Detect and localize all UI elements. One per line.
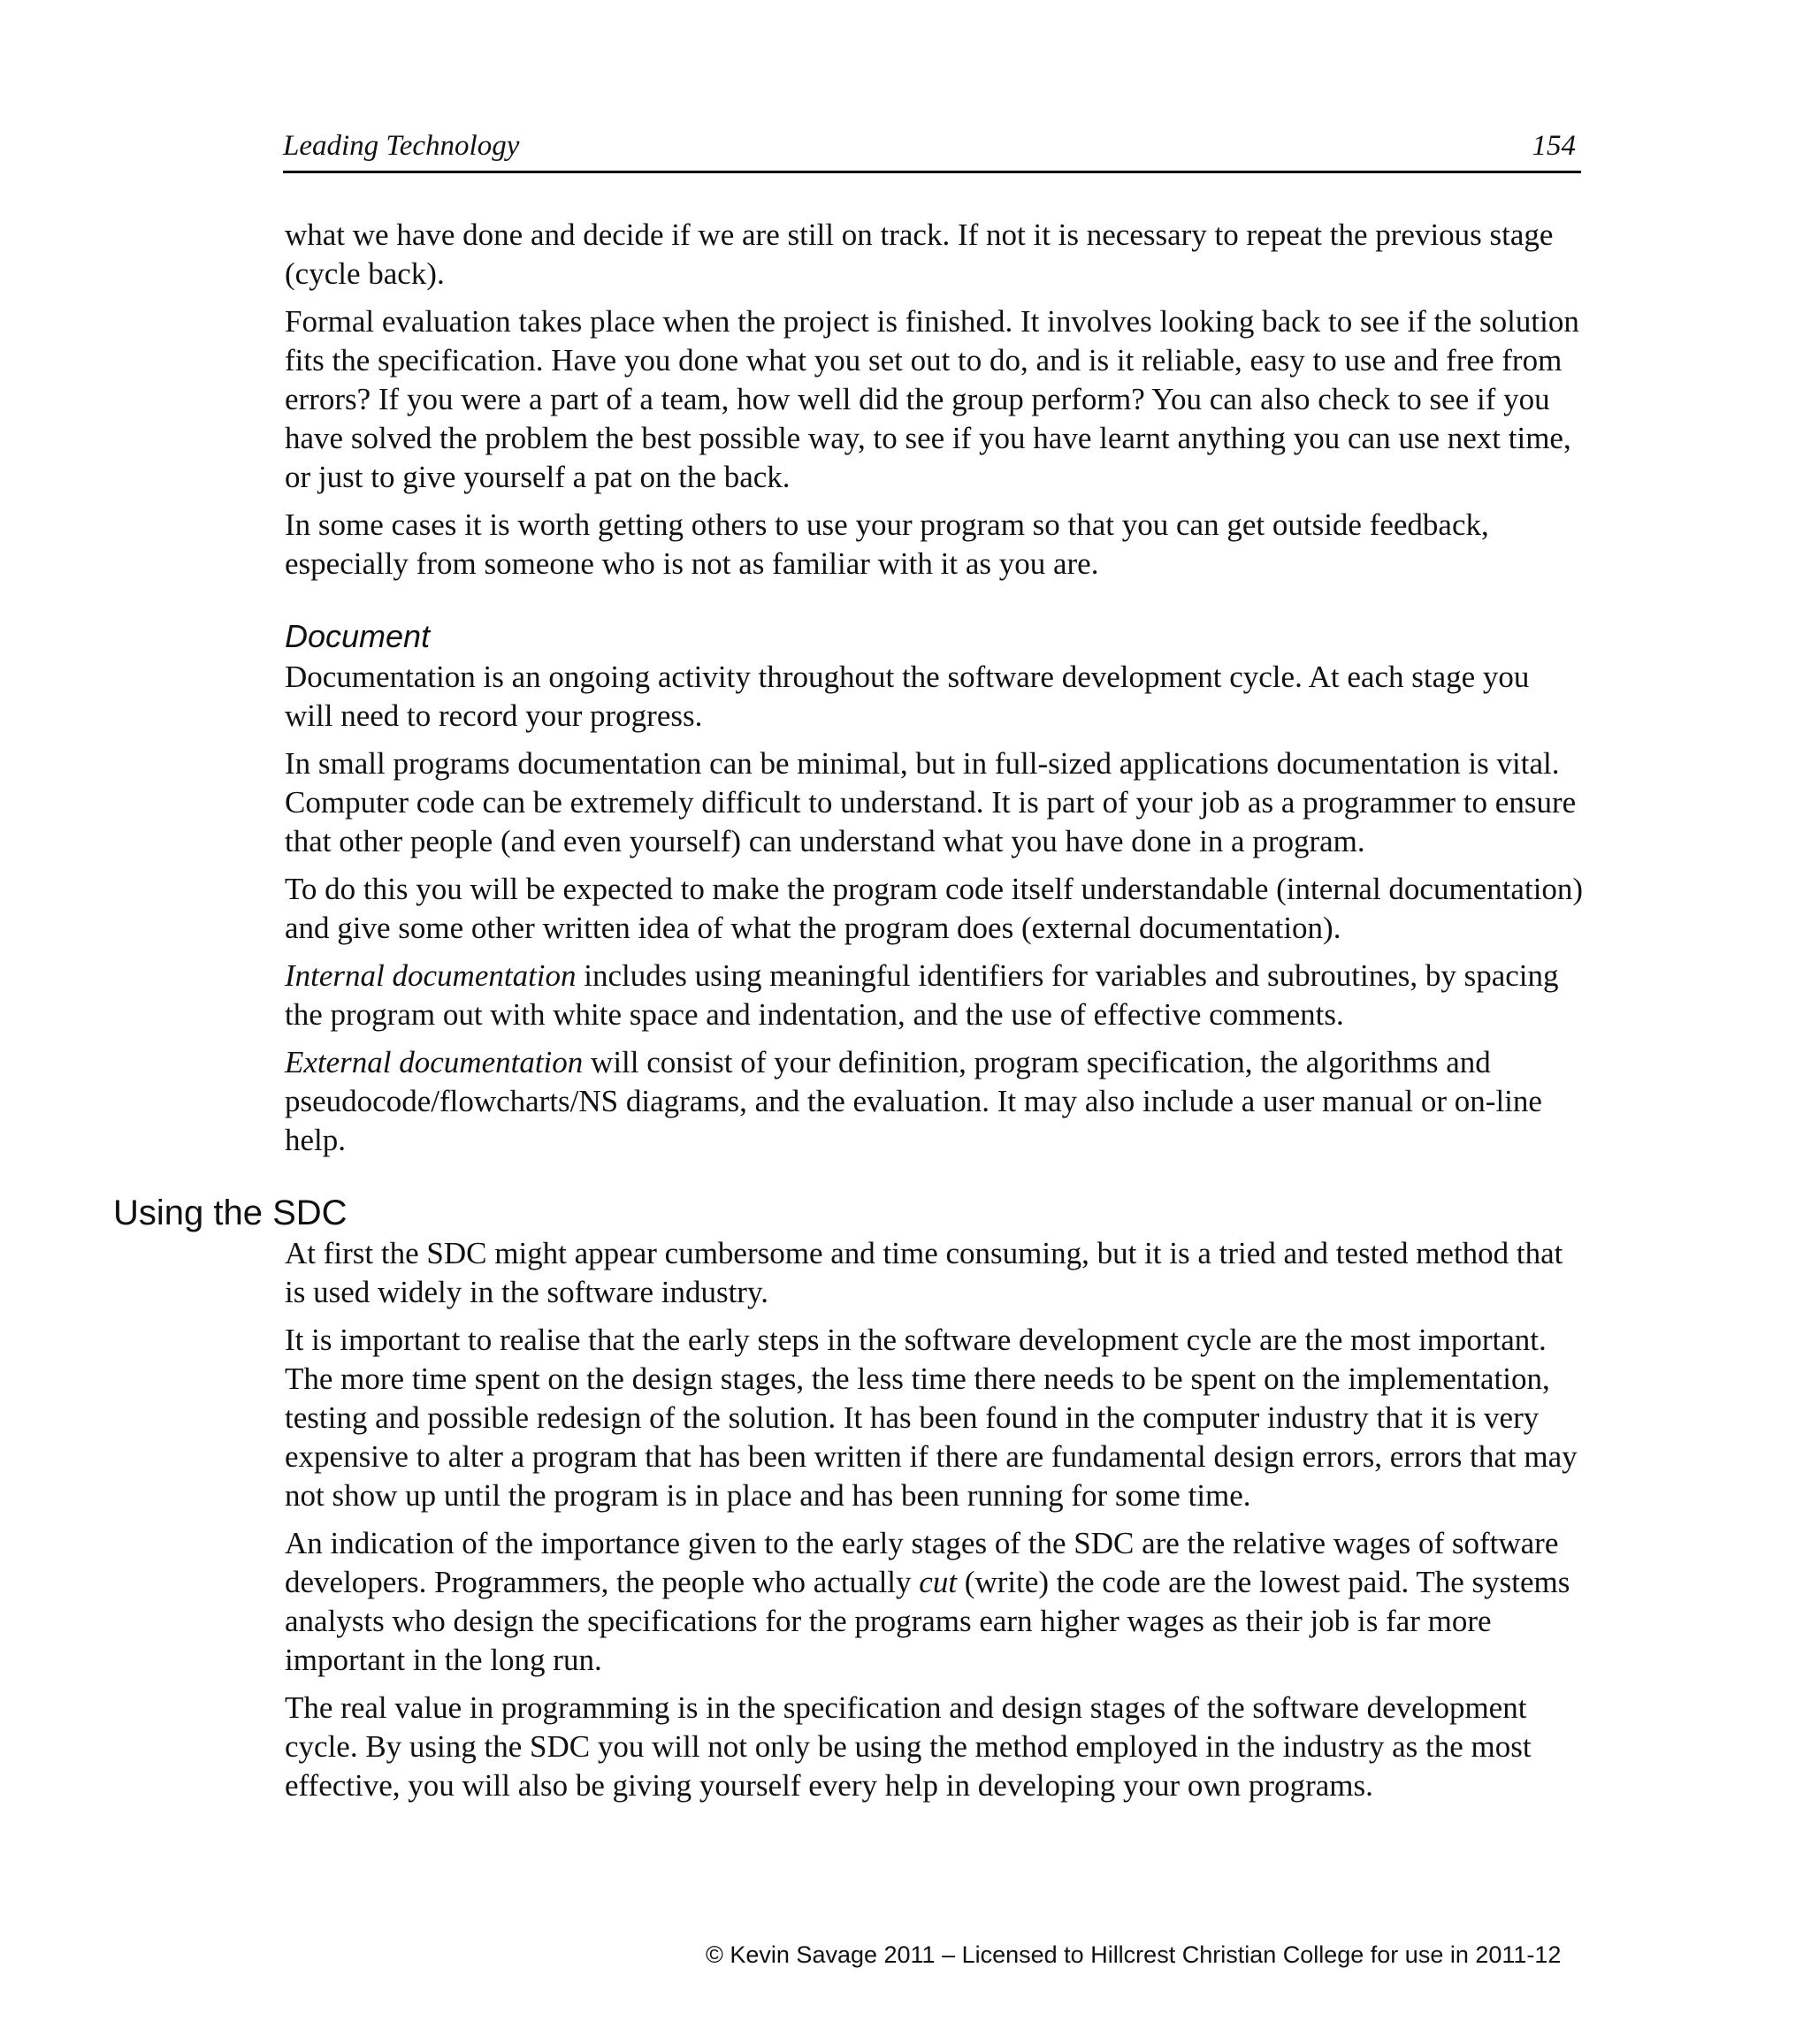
section-heading-using-sdc: Using the SDC bbox=[113, 1194, 348, 1232]
copyright-footer: © Kevin Savage 2011 – Licensed to Hillcrest Christian College for use in 2011-12 bbox=[706, 1941, 1562, 1968]
subheading-document: Document bbox=[285, 618, 431, 654]
paragraph bbox=[285, 957, 1585, 1034]
paragraph: At first the SDC might appear cumbersome and time consuming, but it is a tried and tested method that is used widely in the software industry. bbox=[285, 1236, 1563, 1309]
paragraph: Formal evaluation takes place when the project is finished. It involves looking back to see if the solution fits the specification. Have you done what you set out to do, and is it reliable, easy to use and free from errors? If you were a part of a team, how well did the group perform? You can also check to see if you have solved the problem the best possible way, to see if you have learnt anything you can use next time, or just to give yourself a pat on the back. bbox=[285, 304, 1579, 494]
paragraph: In some cases it is worth getting others to use your program so that you can get outside feedback, especially from someone who is not as familiar with it as you are. bbox=[285, 507, 1489, 581]
paragraph bbox=[285, 1043, 1585, 1160]
paragraph: To do this you will be expected to make the program code itself understandable (internal documentation) and give some other written idea of what the program does (external documentation). bbox=[285, 872, 1584, 945]
page-number: 154 bbox=[1532, 130, 1576, 162]
paragraph: The real value in programming is in the specification and design stages of the software development cycle. By using the SDC you will not only be using the method employed in the industry as the most effective, you will also be giving yourself every help in developing your own programs. bbox=[285, 1690, 1532, 1803]
paragraph: what we have done and decide if we are still on track. If not it is necessary to repeat the previous stage (cycle back). bbox=[285, 217, 1554, 291]
paragraph-text: (write) the code are the lowest paid. The systems analysts who design the specifications for the programs earn higher wages as their job is far more important in the long run. bbox=[285, 1565, 1570, 1677]
paragraph-text: includes using meaningful identifiers for variables and subroutines, by spacing the program out with white space and indentation, and the use of effective comments. bbox=[285, 958, 1559, 1032]
running-title: Leading Technology bbox=[283, 130, 520, 162]
emphasis-term: Internal documentation bbox=[285, 958, 577, 993]
emphasis-term: External documentation bbox=[285, 1045, 584, 1079]
page-content bbox=[113, 216, 1585, 1814]
paragraph: It is important to realise that the early steps in the software development cycle are the most important. The more time spent on the design stages, the less time there needs to be spent on the implementation, testing and possible redesign of the solution. It has been found in the computer industry that it is very expensive to alter a program that has been written if there are fundamental design errors, errors that may not show up until the program is in place and has been running for some time. bbox=[285, 1323, 1578, 1513]
page-header bbox=[283, 126, 1581, 173]
emphasis-term: cut bbox=[919, 1565, 958, 1599]
paragraph-text: An indication of the importance given to the early stages of the SDC are the relative wages of software developers. Programmers, the people who actually bbox=[285, 1526, 1559, 1599]
paragraph: In small programs documentation can be minimal, but in full-sized applications documentation is vital. Computer code can be extremely difficult to understand. It is part of your job as a programmer to ensure that other people (and even yourself) can understand what you have done in a program. bbox=[285, 746, 1577, 858]
paragraph-text: will consist of your definition, program specification, the algorithms and pseudocode/flowcharts/NS diagrams, and the evaluation. It may also include a user manual or on-line help. bbox=[285, 1045, 1542, 1157]
paragraph bbox=[285, 1524, 1585, 1680]
paragraph: Documentation is an ongoing activity throughout the software development cycle. At each stage you will need to record your progress. bbox=[285, 660, 1530, 733]
